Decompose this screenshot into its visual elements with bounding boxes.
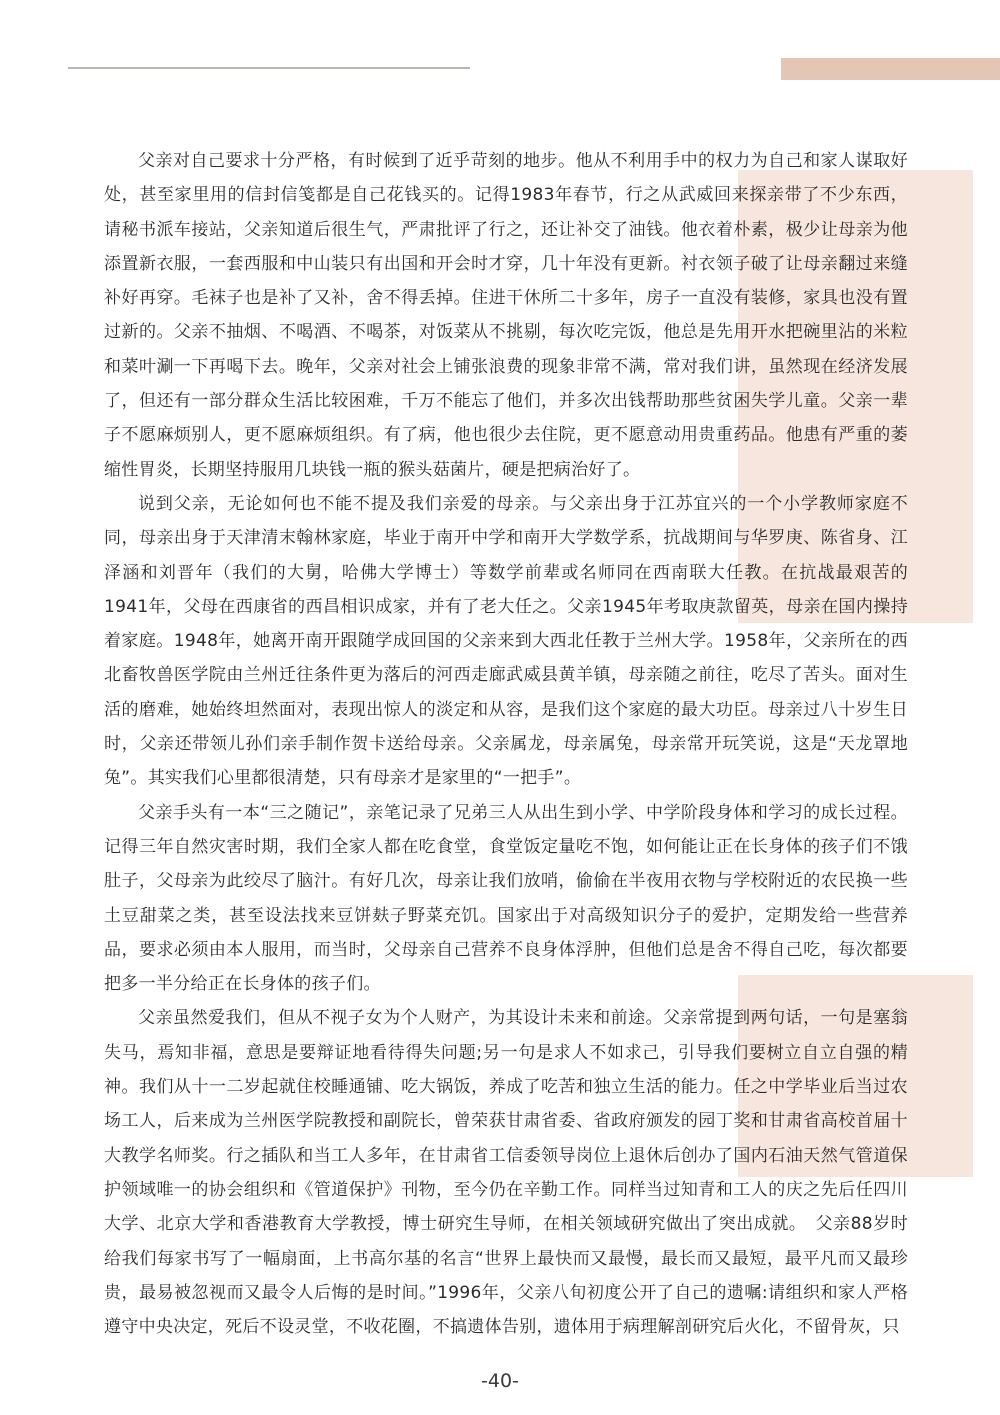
- paragraph-2: 说到父亲，无论如何也不能不提及我们亲爱的母亲。与父亲出身于江苏宜兴的一个小学教师家庭不同，母亲出身于天津清末翰林家庭，毕业于南开中学和南开大学数学系，抗战期间与华罗庚、陈省身、江泽涵和刘晋年（我们的大舅，哈佛大学博士）等数学前辈或名师同在西南联大任教。在抗战最艰苦的1941年，父母在西康省的西昌相识成家，并有了老大任之。父亲1945年考取庚款留英，母亲在国内操持着家庭。1948年，她离开南开跟随学成回国的父亲来到大西北任教于兰州大学。1958年，父亲所在的西北畜牧兽医学院由兰州迁往条件更为落后的河西走廊武威县黄羊镇，母亲随之前往，吃尽了苦头。面对生活的磨难，她始终坦然面对，表现出惊人的淡定和从容，是我们这个家庭的最大功臣。母亲过八十岁生日时，父亲还带领儿孙们亲手制作贺卡送给母亲。父亲属龙，母亲属兔，母亲常开玩笑说，这是“天龙罩地兔”。其实我们心里都很清楚，只有母亲才是家里的“一把手”。: [104, 493, 908, 789]
- paragraph-1: 父亲对自己要求十分严格，有时候到了近乎苛刻的地步。他从不利用手中的权力为自己和家人谋取好处，甚至家里用的信封信笺都是自己花钱买的。记得1983年春节，行之从武威回来探亲带了不少东西，请秘书派车接站，父亲知道后很生气，严肃批评了行之，还让补交了油钱。他衣着朴素，极少让母亲为他添置新衣服，一套西服和中山装只有出国和开会时才穿，几十年没有更新。衬衣领子破了让母亲翻过来缝补好再穿。毛袜子也是补了又补，舍不得丢掉。住进干休所二十多年，房子一直没有装修，家具也没有置过新的。父亲不抽烟、不喝酒、不喝茶，对饭菜从不挑剔，每次吃完饭，他总是先用开水把碗里沾的米粒和菜叶涮一下再喝下去。晚年，父亲对社会上铺张浪费的现象非常不满，常对我们讲，虽然现在经济发展了，但还有一部分群众生活比较困难，千万不能忘了他们，并多次出钱帮助那些贫困失学儿童。父亲一辈子不愿麻烦别人，更不愿麻烦组织。有了病，他也很少去住院，更不愿意动用贵重药品。他患有严重的萎缩性胃炎，长期坚持服用几块钱一瓶的猴头菇菌片，硬是把病治好了。: [104, 151, 908, 480]
- page-number: -40-: [481, 1370, 519, 1392]
- paragraph-3: 父亲手头有一本“三之随记”，亲笔记录了兄弟三人从出生到小学、中学阶段身体和学习的成长过程。记得三年自然灾害时期，我们全家人都在吃食堂，食堂饭定量吃不饱，如何能让正在长身体的孩子们不饿肚子，父母亲为此绞尽了脑汁。有好几次，母亲让我们放哨，偷偷在半夜用衣物与学校附近的农民换一些土豆甜菜之类，甚至设法找来豆饼麸子野菜充饥。国家出于对高级知识分子的爱护，定期发给一些营养品，要求必须由本人服用，而当时，父母亲自己营养不良身体浮肿，但他们总是舍不得自己吃，每次都要把多一半分给正在长身体的孩子们。: [104, 802, 908, 995]
- header-rule: [68, 67, 470, 69]
- paragraph-4: 父亲虽然爱我们，但从不视子女为个人财产，为其设计未来和前途。父亲常提到两句话，一句是塞翁失马，焉知非福，意思是要辩证地看待得失问题;另一句是求人不如求己，引导我们要树立自立自强的精神。我们从十一二岁起就住校睡通铺、吃大锅饭，养成了吃苦和独立生活的能力。任之中学毕业后当过农场工人，后来成为兰州医学院教授和副院长，曾荣获甘肃省委、省政府颁发的园丁奖和甘肃省高校首届十大教学名师奖。行之插队和当工人多年，在甘肃省工信委领导岗位上退休后创办了国内石油天然气管道保护领域唯一的协会组织和《管道保护》刊物，至今仍在辛勤工作。同样当过知青和工人的庆之先后任四川大学、北京大学和香港教育大学教授，博士研究生导师，在相关领域研究做出了突出成就。 父亲88岁时给我们每家书写了一幅扇面，上书高尔基的名言“世界上最快而又最慢，最长而又最短，最平凡而又最珍贵，最易被忽视而又最令人后悔的是时间。”1996年，父亲八旬初度公开了自己的遗嘱:请组织和家人严格遵守中央决定，死后不设灵堂，不收花圈，不搞遗体告别，遗体用于病理解剖研究后火化，不留骨灰，只: [104, 1008, 908, 1338]
- body-text: [104, 144, 908, 1344]
- corner-accent-tab: [781, 58, 1000, 80]
